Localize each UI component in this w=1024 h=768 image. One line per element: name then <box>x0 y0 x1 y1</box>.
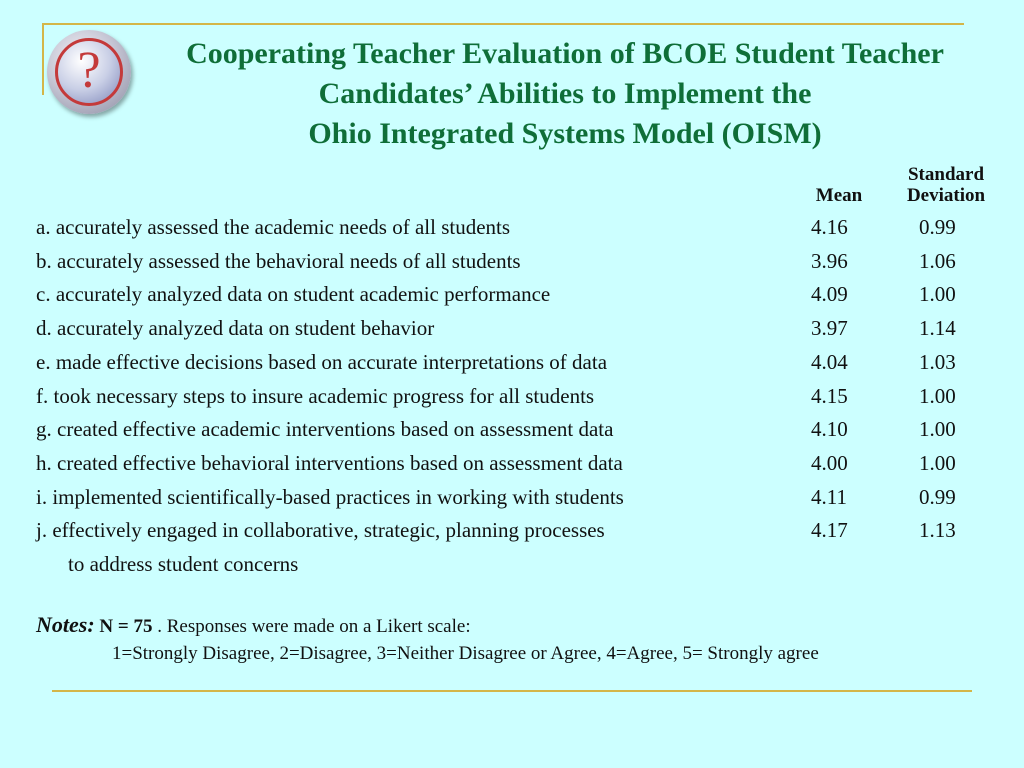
table-row <box>36 212 996 242</box>
column-header-mean: Mean <box>815 185 863 206</box>
table-row <box>36 279 996 309</box>
title-line-3: Ohio Integrated Systems Model (OISM) <box>308 117 822 150</box>
top-rule <box>42 23 964 25</box>
row-label: d. accurately analyzed data on student behavior <box>36 316 435 340</box>
row-standard-deviation: 1.03 <box>919 350 956 374</box>
table-row <box>36 515 996 545</box>
column-header-sd-line-2: Deviation <box>906 185 986 206</box>
row-standard-deviation: 0.99 <box>919 215 956 239</box>
table-row <box>36 381 996 411</box>
row-mean: 4.09 <box>811 282 848 306</box>
slide-title <box>130 34 1000 154</box>
row-standard-deviation: 1.00 <box>919 384 956 408</box>
row-label: b. accurately assessed the behavioral needs of all students <box>36 249 521 273</box>
row-label: a. accurately assessed the academic needs of all students <box>36 215 511 239</box>
column-header-sd-line-1: Standard <box>907 164 985 185</box>
row-label: c. accurately analyzed data on student academic performance <box>36 282 551 306</box>
row-label: j. effectively engaged in collaborative, strategic, planning processes <box>36 518 605 542</box>
row-label: i. implemented scientifically-based practices in working with students <box>36 485 624 509</box>
question-mark-badge <box>55 38 123 106</box>
top-left-rule <box>42 23 44 95</box>
table-row <box>36 482 996 512</box>
row-mean: 4.15 <box>811 384 848 408</box>
column-header-standard-deviation <box>888 164 1004 206</box>
question-mark-glyph: ? <box>77 42 101 99</box>
row-standard-deviation: 1.00 <box>919 282 956 306</box>
row-standard-deviation: 1.00 <box>919 451 956 475</box>
row-standard-deviation: 1.00 <box>919 417 956 441</box>
row-mean: 4.17 <box>811 518 848 542</box>
row-standard-deviation: 1.06 <box>919 249 956 273</box>
row-standard-deviation: 1.13 <box>919 518 956 542</box>
title-line-1: Cooperating Teacher Evaluation of BCOE Student Teacher <box>186 37 944 70</box>
bottom-rule <box>52 690 972 692</box>
notes-text: . Responses were made on a Likert scale: <box>152 616 471 637</box>
row-label: h. created effective behavioral interventions based on assessment data <box>36 451 623 475</box>
row-standard-deviation: 0.99 <box>919 485 956 509</box>
row-mean: 4.16 <box>811 215 848 239</box>
row-standard-deviation: 1.14 <box>919 316 956 340</box>
table-row <box>36 448 996 478</box>
row-label: f. took necessary steps to insure academic progress for all students <box>36 384 595 408</box>
row-mean: 4.11 <box>811 485 847 509</box>
row-label: g. created effective academic interventions based on assessment data <box>36 417 614 441</box>
notes-label: Notes: <box>36 612 95 637</box>
table-row <box>36 313 996 343</box>
row-mean: 3.96 <box>811 249 848 273</box>
row-j-continuation: to address student concerns <box>68 552 299 576</box>
row-mean: 4.10 <box>811 417 848 441</box>
row-mean: 4.04 <box>811 350 848 374</box>
row-label: e. made effective decisions based on accurate interpretations of data <box>36 350 608 374</box>
question-mark-icon <box>47 30 131 114</box>
row-mean: 3.97 <box>811 316 848 340</box>
table-row <box>36 414 996 444</box>
table-row <box>36 347 996 377</box>
likert-scale-text: 1=Strongly Disagree, 2=Disagree, 3=Neither Disagree or Agree, 4=Agree, 5= Strongly agree <box>112 643 819 664</box>
notes-line <box>36 612 471 640</box>
table-row <box>36 246 996 276</box>
row-mean: 4.00 <box>811 451 848 475</box>
title-line-2: Candidates’ Abilities to Implement the <box>318 77 812 110</box>
sample-size: N = 75 <box>99 616 153 637</box>
